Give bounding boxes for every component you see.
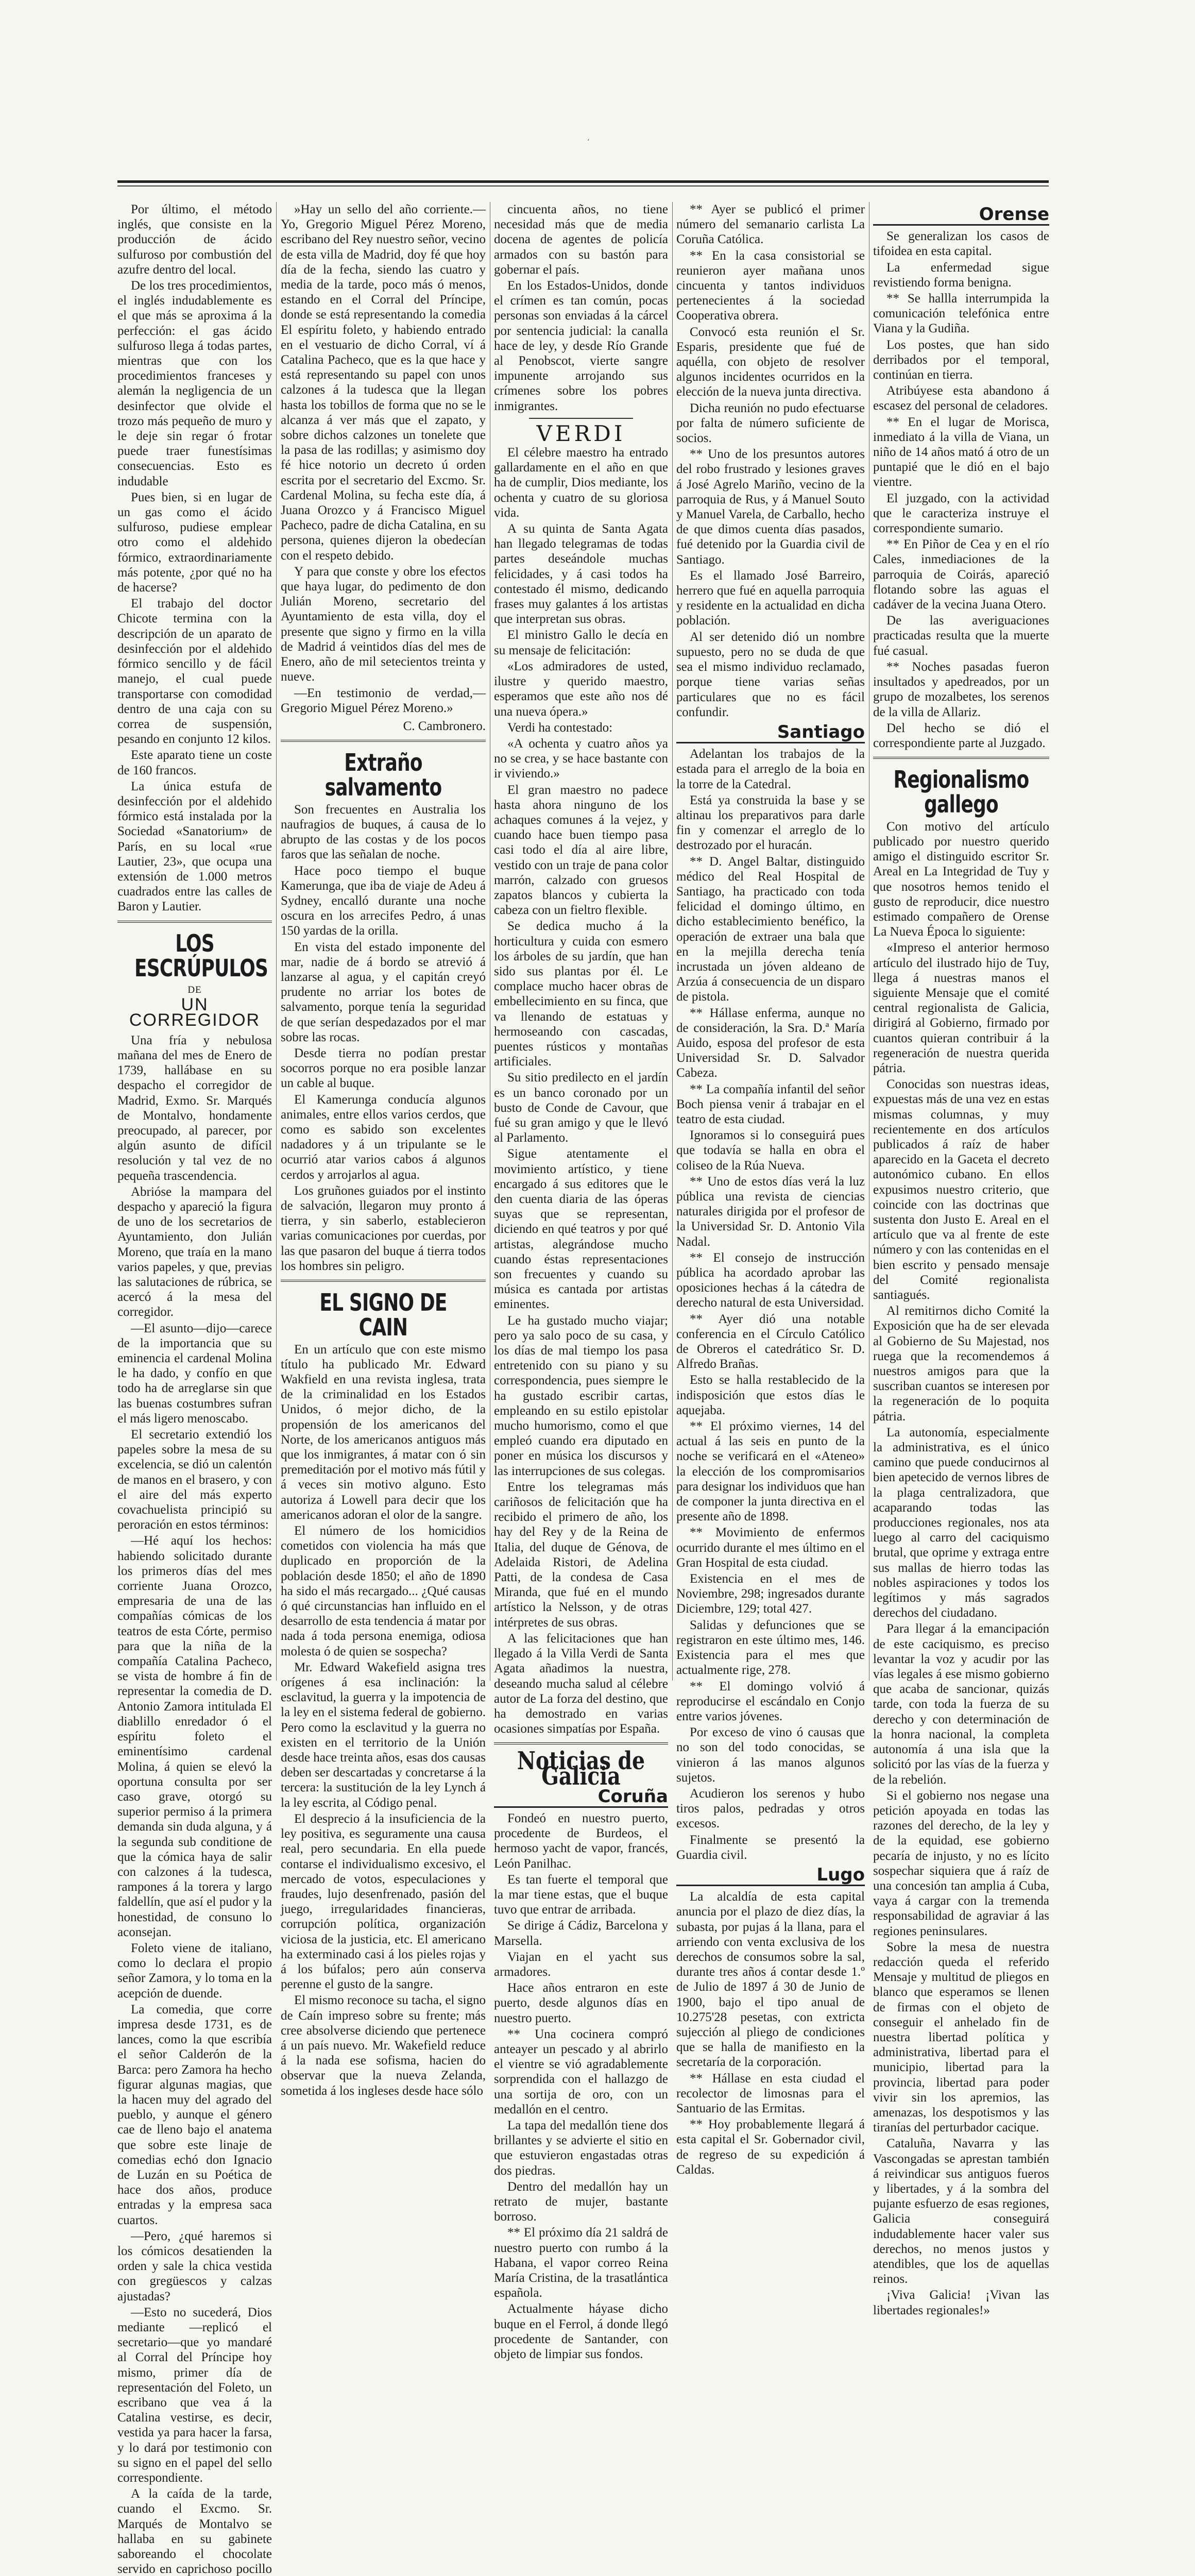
column-4 bbox=[676, 202, 865, 2177]
paragraph: El ministro Gallo le decía en su mensaje de felicitación: bbox=[494, 628, 668, 657]
column-rule bbox=[276, 202, 277, 1681]
paragraph: El juzgado, con la actividad que le caracteriza instruye el correspondiente sumario. bbox=[873, 491, 1049, 536]
paragraph: La enfermedad sigue revistiendo forma benigna. bbox=[873, 260, 1049, 290]
section-title-coruna: Coruña bbox=[494, 1789, 668, 1808]
paragraph: Los gruñones guiados por el instinto de salvación, llegaron muy pronto á tierra, y sin saberlo, establecieron varias comunicaciones por cuerdas, por las que pasaron del buque á tierra todos los hombres sin peligro. bbox=[281, 1183, 486, 1273]
paragraph: Sobre la mesa de nuestra redacción queda el referido Mensaje y multitud de pliegos en blanco que esperamos se llenen de firmas con el objeto de conseguir el anhelado fin de nuestra libertad política y administrativa, libertad para el municipio, libertad para la provincia, libertad para poder vivir sin los apremios, las amenazas, los despotismos y las tiranías del perturbador cacique. bbox=[873, 1940, 1049, 2135]
page-mark: ‘ bbox=[587, 138, 590, 146]
article-subtitle-corregidor: UN CORREGIDOR bbox=[129, 995, 261, 1030]
author-signature: C. Cambronero. bbox=[403, 719, 486, 733]
paragraph: El Kamerunga conducía algunos animales, entre ellos varios cerdos, que como es sabido son excelentes nadadores y á un tripulante se le ocurrió atar varios cabos á algunos cerdos y arrojarlos al agua. bbox=[281, 1092, 486, 1182]
section-title-lugo: Lugo bbox=[676, 1868, 865, 1886]
paragraph: ** Hállase en esta ciudad el recolector de limosnas para el Santuario de las Ermitas. bbox=[676, 2071, 865, 2115]
paragraph: Para llegar á la emancipación de este caciquismo, es preciso levantar la voz y acudir por las vías legales á ese mismo gobierno que acaba de sancionar, quizás tarde, con toda la fuerza de su derecho y con determinación de la honra nacional, la completa autonomía á una isla que la solicitó por las vías de la fuerza y de la rebelión. bbox=[873, 1622, 1049, 1787]
paragraph: A la caída de la tarde, cuando el Excmo. Sr. Marqués de Montalvo se hallaba en su gabinete saboreando el chocolate servido en caprichoso pocillo bbox=[117, 2487, 272, 2576]
section-title-santiago: Santiago bbox=[676, 725, 865, 743]
paragraph: Actualmente háyase dicho buque en el Ferrol, á donde llegó procedente de Santander, con objeto de limpiar sus fondos. bbox=[494, 2302, 668, 2362]
paragraph: —En testimonio de verdad,—Gregorio Miguel Pérez Moreno.» bbox=[281, 686, 486, 715]
section-divider bbox=[494, 1742, 668, 1744]
paragraph: Desde tierra no podían prestar socorros porque no era posible lanzar un cable al buque. bbox=[281, 1046, 486, 1091]
paragraph: Conocidas son nuestras ideas, expuestas más de una vez en estas mismas columnas, y muy recientemente en dos artículos publicados á raíz de haber aparecido en la Gaceta el decreto autonómico cubano. En ellos expusimos nuestro criterio, que coincide con las doctrinas que sustenta don Justo E. Areal en el artículo que va al frente de este número y con las contenidas en el bien escrito y pensado mensaje del Comité regionalista santiagués. bbox=[873, 1077, 1049, 1302]
paragraph: Al ser detenido dió un nombre supuesto, pero no se duda de que sea el mismo individuo reclamado, porque tiene varias señas particulares que no es fácil confundir. bbox=[676, 630, 865, 719]
paragraph: El desprecio á la insuficiencia de la ley positiva, es seguramente una causa real, pero secundaria. En ella puede contarse el individualismo excesivo, el mercado de votos, especulaciones y fraudes, lujo desenfrenado, pasión del juego, irregularidades financieras, corrupción política, organización viciosa de la justicia, etc. El americano ha exterminado casi á los pieles rojas y á los búfalos; pero aún conserva perenne el gusto de la sangre. bbox=[281, 1811, 486, 1992]
column-3 bbox=[494, 202, 668, 2362]
paragraph: Se dedica mucho á la horticultura y cuida con esmero los árboles de su jardín, que han sido sus plantas por él. Le complace mucho hacer obras de embellecimiento en su finca, que va llenando de estatuas y hermoseando con cascadas, puentes rústicos y montañas artificiales. bbox=[494, 919, 668, 1069]
paragraph: Se dirige á Cádiz, Barcelona y Marsella. bbox=[494, 1919, 668, 1948]
paragraph: Ignoramos si lo conseguirá pues que todavía se halla en obra el coliseo de la Rúa Nueva. bbox=[676, 1128, 865, 1173]
section-divider bbox=[529, 418, 634, 419]
paragraph: «Impreso el anterior hermoso artículo del ilustrado hijo de Tuy, llega á nuestras manos el siguiente Mensaje que el comité central regionalista de Galicia, dirigirá al Gobierno, firmado por cuantos quieran contribuir á la regeneración de nuestra querida pátria. bbox=[873, 941, 1049, 1075]
article-title-escrupulos: LOS ESCRÚPULOS bbox=[134, 929, 268, 982]
paragraph: —El asunto—dijo—carece de la importancia que su eminencia el cardenal Molina le ha dado, y confío en que todo ha de arreglarse sin que las buenas costumbres sufran el más ligero menoscabo. bbox=[117, 1321, 272, 1426]
paragraph: ** En Piñor de Cea y en el río Cales, inmediaciones de la parroquia de Coirás, apareció flotando sobre las aguas el cadáver de la vecina Juana Otero. bbox=[873, 537, 1049, 612]
paragraph: «A ochenta y cuatro años ya no se crea, y se hace bastante con ir viviendo.» bbox=[494, 736, 668, 781]
paragraph: Si el gobierno nos negase una petición apoyada en todas las razones del derecho, de la ley y de la equidad, ese gobierno pecaría de injusto, y no es lícito sospechar siquiera que á raíz de una concesión tan amplia á Cuba, vaya á cargar con la tremenda responsabilidad de agraviar á las regiones peninsulares. bbox=[873, 1788, 1049, 1938]
paragraph: Finalmente se presentó la Guardia civil. bbox=[676, 1833, 865, 1862]
section-divider bbox=[117, 921, 272, 923]
paragraph: Le ha gustado mucho viajar; pero ya salo poco de su casa, y los días de mal tiempo los pasa entretenido con su piano y su correspondencia, pues siempre le ha gustado escribir cartas, empleando en su estilo epistolar mucho humorismo, como el que empleó cuando era diputado en poner en música los discursos y las interrupciones de sus colegas. bbox=[494, 1313, 668, 1478]
paragraph: A las felicitaciones que han llegado á la Villa Verdi de Santa Agata añadimos la nuestra, deseando mucha salud al célebre autor de La forza del destino, que ha demostrado en varias ocasiones simpatías por España. bbox=[494, 1631, 668, 1736]
paragraph: ** El próximo viernes, 14 del actual á las seis en punto de la noche se verificará en el «Ateneo» la elección de los compromisarios para designar los individuos que han de componer la junta directiva en el presente año de 1898. bbox=[676, 1419, 865, 1524]
article-title-signo-cain: EL SIGNO DE CAIN bbox=[319, 1289, 447, 1342]
paragraph: Hace poco tiempo el buque Kamerunga, que iba de viaje de Adeu á Sydney, encalló durante una noche oscura en los arrecifes Pedro, á unas 150 yardas de la orilla. bbox=[281, 863, 486, 938]
paragraph: Abrióse la mampara del despacho y apareció la figura de uno de los secretarios de Ayuntamiento, don Julián Moreno, que traía en la mano varios papeles, y que, previas las salutaciones de rúbrica, se acercó á la mesa del corregidor. bbox=[117, 1184, 272, 1319]
paragraph: ** Ayer dió una notable conferencia en el Círculo Católico de Obreros el catedrático Sr. D. Alfredo Brañas. bbox=[676, 1312, 865, 1371]
desinfeccion-article bbox=[117, 202, 272, 914]
paragraph: Los postes, que han sido derribados por el temporal, continúan en tierra. bbox=[873, 337, 1049, 382]
paragraph: Esto se halla restablecido de la indisposición que estos días le aquejaba. bbox=[676, 1373, 865, 1417]
paragraph: ** Uno de estos días verá la luz pública una revista de ciencias naturales dirigida por el profesor de la Universidad Sr. D. Antonio Vila Nadal. bbox=[676, 1174, 865, 1249]
paragraph: ** En el lugar de Morisca, inmediato á la villa de Viana, un niño de 14 años mató á otro de un puntapié que le dió en el bajo vientre. bbox=[873, 415, 1049, 489]
paragraph: Acudieron los serenos y hubo tiros palos, pedradas y otros excesos. bbox=[676, 1786, 865, 1831]
paragraph: Son frecuentes en Australia los naufragios de buques, á causa de lo abrupto de las costas y de los pocos faros que las señalan de noche. bbox=[281, 802, 486, 862]
paragraph: El célebre maestro ha entrado gallardamente en el año en que ha de cumplir, Dios mediante, los ochenta y cuatro de su gloriosa vida. bbox=[494, 446, 668, 520]
paragraph: El secretario extendió los papeles sobre la mesa de su excelencia, se dió un calentón de manos en el brasero, y con el aire del más experto covachuelista principió su peroración en estos términos: bbox=[117, 1428, 272, 1532]
paragraph: Está ya construida la base y se altinau los preparativos para darle fin y comenzar el arreglo de lo destrozado por el huracán. bbox=[676, 793, 865, 853]
paragraph: Atribúyese esta abandono á escasez del personal de celadores. bbox=[873, 384, 1049, 413]
section-divider bbox=[281, 740, 486, 742]
paragraph: ** Se hallla interrumpida la comunicación telefónica entre Viana y la Gudiña. bbox=[873, 292, 1049, 336]
paragraph: La comedia, que corre impresa desde 1731, es de lances, como la que escribía el señor Calderón de la Barca: pero Zamora ha hecho figurar algunas magias, que la hacen muy del agrado del pueblo, y aunque el género cae de lleno bajo el anatema que sobre este linaje de comedias echó don Ignacio de Luzán en su Poética de hace dos años, produce entradas y la empresa saca cuartos. bbox=[117, 2002, 272, 2227]
paragraph: Es tan fuerte el temporal que la mar tiene estas, que el buque tuvo que entrar de arribada. bbox=[494, 1872, 668, 1917]
paragraph: cincuenta años, no tiene necesidad más que de media docena de agentes de policía armados con su bastón para gobernar el país. bbox=[494, 202, 668, 277]
paragraph: En los Estados-Unidos, donde el crímen es tan común, pocas personas son enviadas á la cárcel por sentencia judicial: la canalla hace de ley, y desde Río Grande al Penobscot, vierte sangre impunente arrojando sus crímenes sobre los pobres inmigrantes. bbox=[494, 279, 668, 413]
paragraph: Su sitio predilecto en el jardín es un banco coronado por un busto de Conde de Cavour, que fué su gran amigo y que le llevó al Parlamento. bbox=[494, 1071, 668, 1145]
paragraph: Pues bien, si en lugar de un gas como el ácido sulfuroso, pudiese emplear otro como el aldehido fórmico, extraordinariamente más potente, ¿por qué no ha de hacerse? bbox=[117, 490, 272, 595]
top-rule-thin bbox=[117, 185, 1049, 187]
paragraph: »Hay un sello del año corriente.—Yo, Gregorio Miguel Pérez Moreno, escribano del Rey nuestro señor, vecino de esta villa de Madrid, doy fé que hoy día de la fecha, siendo las cuatro y media de la tarde, poco más ó menos, estando en el Corral del Príncipe, donde se está representando la comedia El espíritu foleto, y habiendo entrado en el vestuario de dicho Corral, ví á Catalina Pacheco, que es la que hace y está representando su papel con unos calzones á la tudesca que la llegan hasta los tobillos de forma que no se le alcanza á ver más que el zapato, y sobre dichos calzones un tonelete que la pasa de las rodillas; y asimismo doy fé hice notorio un decreto ú orden escrita por el secretario del Excmo. Sr. Cardenal Molina, su fecha este día, á Juana Orozco y á Francisco Miguel Pacheco, padre de dicha Catalina, en su persona, quienes dijeron la obedecían con el respeto debido. bbox=[281, 202, 486, 563]
paragraph: Cataluña, Navarra y las Vascongadas se aprestan también á reivindicar sus antiguos fueros y libertades, y á la sombra del pujante esfuerzo de esas regiones, Galicia conseguirá indudablemente hacer valer sus derechos, no menos justos y atendibles, que los de aquellas reinos. bbox=[873, 2137, 1049, 2286]
paragraph: ** El domingo volvió á reproducirse el escándalo en Conjo entre varios jóvenes. bbox=[676, 1679, 865, 1723]
paragraph: La alcaldía de esta capital anuncia por el plazo de diez días, la subasta, por pujas á la llana, para el arriendo con venta exclusiva de los derechos de consumos sobre la sal, durante tres años á contar desde 1.º de Julio de 1897 á 30 de Junio de 1900, bajo el tipo anual de 10.275'28 pesetas, con extricta sujección al pliego de condiciones que se halla de manifiesto en la secretaría de la corporación. bbox=[676, 1890, 865, 2070]
paragraph: El trabajo del doctor Chicote termina con la descripción de un aparato de desinfección por el aldehido fórmico sencillo y de fácil manejo, el cual puede transportarse con comodidad dentro de una caja con su correa de suspensión, pesando en conjunto 12 kilos. bbox=[117, 597, 272, 747]
article-title-salvamento: Extraño salvamento bbox=[325, 749, 442, 802]
column-2 bbox=[281, 202, 486, 2098]
paragraph: De los tres procedimientos, el inglés indudablemente es el que más se aproxima á la perfección: el gas ácido sulfuroso llega á todas partes, mientras que con los procedimientos franceses y alemán la negligencia de un desinfector que olvide el trozo más pequeño de muro y le deje sin regar ó frotar puede traer funestísimas consecuencias. Esto es indudable bbox=[117, 279, 272, 488]
paragraph: Verdi ha contestado: bbox=[507, 720, 613, 735]
paragraph: Se generalizan los casos de tifoidea en esta capital. bbox=[873, 229, 1049, 259]
paragraph: Entre los telegramas más cariñosos de felicitación que ha recibido el primero de año, los hay del Rey y de la Reina de Italia, del duque de Génova, de Adelaida Ristori, de Adelina Patti, de la condesa de Casa Miranda, que fué en el mundo artístico la Nelsson, y de otras intérpretes de sus obras. bbox=[494, 1480, 668, 1630]
paragraph: «Los admiradores de usted, ilustre y querido maestro, esperamos que este año nos dé una nueva ópera.» bbox=[494, 659, 668, 719]
paragraph: Adelantan los trabajos de la estada para el arreglo de la boia en la torre de la Catedral. bbox=[676, 747, 865, 791]
paragraph: —Pero, ¿qué haremos si los cómicos desatienden la orden y sale la chica vestida con gregüescos y calzas ajustadas? bbox=[117, 2229, 272, 2303]
paragraph: El número de los homicidios cometidos con violencia ha más que duplicado en proporción de la población desde 1850; el año de 1890 ha sido el más recargado... ¿Qué causas ó qué circunstancias han influido en el desarrollo de esta tendencia á matar por nada á toda persona enemiga, odiosa molesta ó de quien se sospecha? bbox=[281, 1524, 486, 1658]
paragraph: ** La compañía infantil del señor Boch piensa venir á trabajar en el teatro de esta ciudad. bbox=[676, 1082, 865, 1126]
paragraph: El gran maestro no padece hasta ahora ninguno de los achaques comunes á la vejez, y cuando hace buen tiempo pasa casi todo el día al aire libre, vestido con un traje de pana color marrón, calzado con gruesos zapatos blancos y cubierta la cabeza con un fieltro flexible. bbox=[494, 783, 668, 918]
paragraph: Dentro del medallón hay un retrato de mujer, bastante borroso. bbox=[494, 2179, 668, 2224]
paragraph: Existencia en el mes de Noviembre, 298; ingresados durante Diciembre, 129; total 427. bbox=[676, 1572, 865, 1616]
paragraph: Sigue atentamente el movimiento artístico, y tiene encargado á sus editores que le den cuenta diaria de las óperas suyas que se representan, diciendo en qué teatros y por qué artistas, alegrándose mucho cuando éstas representaciones son frecuentes y cuando su música es cantada por artistas eminentes. bbox=[494, 1147, 668, 1312]
column-rule bbox=[672, 202, 673, 1681]
paragraph: ** Hállase enferma, aunque no de consideración, la Sra. D.ª María Auido, esposa del profesor de esta Universidad Sr. D. Salvador Cabeza. bbox=[676, 1006, 865, 1080]
paragraph: ** En la casa consistorial se reunieron ayer mañana unos cincuenta y tantos individuos pertenecientes á la sociedad Cooperativa obrera. bbox=[676, 248, 865, 323]
paragraph: Una fría y nebulosa mañana del mes de Enero de 1739, hallábase en su despacho el corregidor de Madrid, Exmo. Sr. Marqués de Montalvo, hondamente preocupado, al parecer, por algún asunto de difícil resolución y tal vez de no pequeña trascendencia. bbox=[117, 1033, 272, 1183]
paragraph: Viajan en el yacht sus armadores. bbox=[494, 1950, 668, 1979]
paragraph: Dicha reunión no pudo efectuarse por falta de número suficiente de socios. bbox=[676, 401, 865, 446]
paragraph: A su quinta de Santa Agata han llegado telegramas de todas partes deseándole muchas felicidades, y á casi todos ha contestado él mismo, dedicando frases muy galantes á los artistas que interpretan sus obras. bbox=[494, 522, 668, 626]
section-title-orense: Orense bbox=[873, 207, 1049, 226]
article-title-verdi: VERDI bbox=[536, 420, 626, 446]
paragraph: Foleto viene de italiano, como lo declara el propio señor Zamora, y lo toma en la acepción de duende. bbox=[117, 1941, 272, 2001]
paragraph: Mr. Edward Wakefield asigna tres orígenes á esa inclinación: la esclavitud, la guerra y la impotencia de la ley en el sistema federal de gobierno. Pero como la esclavitud y la guerra no existen en el territorio de la Unión desde hace treinta años, esas dos causas deben ser descartadas y concretarse á la tercera: la sustitución de la ley Lynch á la ley escrita, al Código penal. bbox=[281, 1660, 486, 1810]
paragraph: Por último, el método inglés, que consiste en la producción de ácido sulfuroso por combustión del azufre dentro del local. bbox=[117, 202, 272, 277]
paragraph: Este aparato tiene un coste de 160 francos. bbox=[117, 748, 272, 777]
column-1 bbox=[117, 202, 272, 2576]
article-title-regionalismo: Regionalismo gallego bbox=[893, 766, 1029, 819]
paragraph: ** Movimiento de enfermos ocurrido durante el mes último en el Gran Hospital de esta ciudad. bbox=[676, 1526, 865, 1570]
paragraph: ** Noches pasadas fueron insultados y apedreados, por un grupo de mozalbetes, los serenos de la villa de Allariz. bbox=[873, 659, 1049, 719]
paragraph: ** Ayer se publicó el primer número del semanario carlista La Coruña Católica. bbox=[676, 202, 865, 247]
paragraph: En vista del estado imponente del mar, nadie de á bordo se atrevió á lanzarse al agua, y el capitán creyó prudente no arriar los botes de salvamento, porque tenía la seguridad de que serían despedazados por el mar sobre las rocas. bbox=[281, 940, 486, 1044]
paragraph: Por exceso de vino ó causas que no son del todo conocidas, se vinieron á las manos algunos sujetos. bbox=[676, 1725, 865, 1785]
paragraph: Hace años entraron en este puerto, desde algunos días en nuestro puerto. bbox=[494, 1981, 668, 2025]
paragraph: Salidas y defunciones que se registraron en este último mes, 146. Existencia para el mes que actualmente rige, 278. bbox=[676, 1618, 865, 1677]
paragraph: —Esto no sucederá, Dios mediante —replicó el secretario—que yo mandaré al Corral del Príncipe hoy mismo, primer día de representación del Foleto, un escribano que vea á la Catalina vestirse, es decir, vestida ya para hacer la farsa, y lo dará por testimonio con su signo en el papel del sello correspondiente. bbox=[117, 2305, 272, 2485]
column-5 bbox=[873, 202, 1049, 2317]
paragraph: Es el llamado José Barreiro, herrero que fué en aquella parroquia y residente en la actualidad en dicha población. bbox=[676, 568, 865, 628]
paragraph: La única estufa de desinfección por el aldehido fórmico está instalada por la Sociedad «Sanatorium» de París, en su local «rue Lautier, 23», que ocupa una extensión de 1.000 metros cuadrados entre las calles de Baron y Lautier. bbox=[117, 779, 272, 914]
article-title-de: DE bbox=[187, 985, 202, 996]
section-divider bbox=[873, 757, 1049, 759]
paragraph: ** Hoy probablemente llegará á esta capital el Sr. Gobernador civil, de regreso de su expedición á Caldas. bbox=[676, 2117, 865, 2177]
paragraph: Al remitirnos dicho Comité la Exposición que ha de ser elevada al Gobierno de Su Majestad, nos ruega que la recomendemos á nuestros amigos para que la suscriban cuantos se interesen por la regeneración de lo poquita pátria. bbox=[873, 1304, 1049, 1423]
paragraph: Del hecho se dió el correspondiente parte al Juzgado. bbox=[873, 721, 1049, 750]
paragraph: De las averiguaciones practicadas resulta que la muerte fué casual. bbox=[873, 614, 1049, 658]
section-title-noticias: Noticias de Galicia bbox=[517, 1747, 645, 1791]
paragraph: Convocó esta reunión el Sr. Esparis, presidente que fué de aquélla, con objeto de resolver algunos incidentes ocurridos en la elección de la nueva junta directiva. bbox=[676, 325, 865, 399]
paragraph: —Hé aquí los hechos: habiendo solicitado durante los primeros días del mes corriente Juana Orozco, empresaria de una de las compañías cómicas de los teatros de esta Córte, permiso para que la niña de la compañía Catalina Pacheco, se vista de hombre á fin de representar la comedia de D. Antonio Zamora intitulada El diablillo enredador ó el espíritu foleto el eminentísimo cardenal Molina, á quien se elevó la oportuna consulta por ser caso grave, otorgó su superior permiso á la primera demanda sin duda alguna, y á la segunda sub conditione de que la cómica haya de salir con calzones á la tudesca, rampones á la torera y largo faldellín, que así el pudor y la honestidad, de consuno lo aconsejan. bbox=[117, 1534, 272, 1939]
paragraph: Con motivo del artículo publicado por nuestro querido amigo el distinguido escritor Sr. Areal en La Integridad de Tuy y que nosotros hemos tenido el gusto de reproducir, dice nuestro estimado compañero de Orense La Nueva Época lo siguiente: bbox=[873, 819, 1049, 939]
section-divider bbox=[281, 1280, 486, 1282]
paragraph: ** Una cocinera compró anteayer un pescado y al abrirlo el vientre se vió agradablemente sorprendida con el hallazgo de una sortija de oro, con un medallón en el centro. bbox=[494, 2027, 668, 2116]
paragraph: ** D. Angel Baltar, distinguido médico del Real Hospital de Santiago, ha practicado con toda felicidad el domingo último, en dicho establecimiento benéfico, la operación de extraer una bala que en la mejilla derecha tenía incrustada un jóven aldeano de Arzúa á consecuencia de un disparo de pistola. bbox=[676, 854, 865, 1004]
paragraph: ** Uno de los presuntos autores del robo frustrado y lesiones graves á José Agrelo Mariño, vecino de la parroquia de Rus, y á Manuel Souto y Manuel Varela, de Carballo, hecho de que dimos cuenta días pasados, fué detenido por la Guardia civil de Santiago. bbox=[676, 447, 865, 567]
paragraph: La tapa del medallón tiene dos brillantes y se advierte el sitio en que estuvieron engastadas otras dos piedras. bbox=[494, 2118, 668, 2178]
paragraph: El mismo reconoce su tacha, el signo de Caín impreso sobre su frente; más cree absolverse diciendo que pertenece á un país nuevo. Mr. Wakefield reduce á la nada ese sofisma, hacien do observar que la nueva Zelanda, sometida á los ingleses desde hace sólo bbox=[281, 1993, 486, 2098]
paragraph: ¡Viva Galicia! ¡Vivan las libertades regionales!» bbox=[873, 2288, 1049, 2317]
paragraph: La autonomía, especialmente la administrativa, es el único camino que puede conducirnos al bien apetecido de vernos libres de la plaga centralizadora, que acaparando todas las producciones regionales, nos ata luego al carro del caciquismo brutal, que oprime y extraga entre sus mallas de hierro todas las nobles aspiraciones y todos los legítimos y más sagrados derechos del ciudadano. bbox=[873, 1425, 1049, 1620]
paragraph: Fondeó en nuestro puerto, procedente de Burdeos, el hermoso yacht de vapor, francés, León Panilhac. bbox=[494, 1811, 668, 1871]
paragraph: En un artículo que con este mismo título ha publicado Mr. Edward Wakfield en una revista inglesa, trata de la criminalidad en los Estados Unidos, ó mejor dicho, de la propensión de los americanos del Norte, de los americanos antiguos más que los inmigrantes, á matar con ó sin premeditación por el motivo más fútil y á veces sin motivo alguno. Esto autoriza á Lowell para decir que los americanos adoran el olor de la sangre. bbox=[281, 1342, 486, 1522]
paragraph: ** El próximo día 21 saldrá de nuestro puerto con rumbo á la Habana, el vapor correo Reina María Cristina, de la trasatlántica española. bbox=[494, 2226, 668, 2300]
paragraph: Y para que conste y obre los efectos que haya lugar, do pedimento de don Julián Moreno, secretario del Ayuntamiento de esta villa, doy el presente que signo y firmo en la villa de Madrid á veintidos días del mes de Enero, año de mil setecientos treinta y nueve. bbox=[281, 564, 486, 684]
top-rule bbox=[117, 180, 1049, 183]
paragraph: ** El consejo de instrucción pública ha acordado aprobar las oposiciones hechas á la cátedra de derecho natural de esta Universidad. bbox=[676, 1250, 865, 1310]
